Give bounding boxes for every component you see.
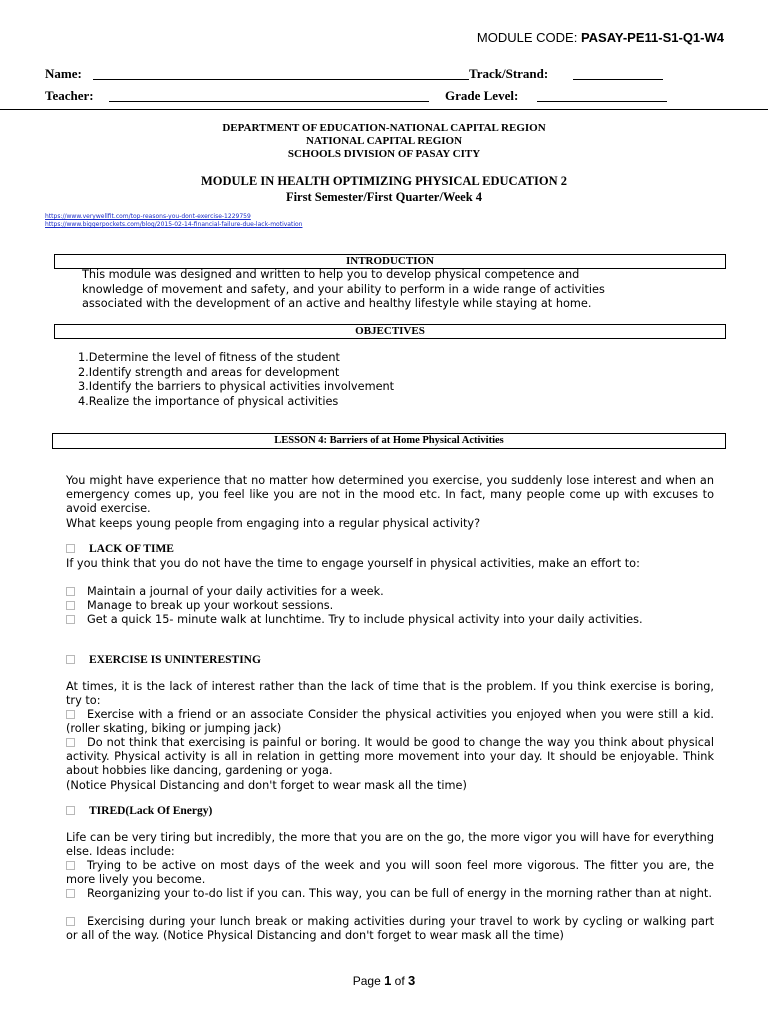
- introduction-line: associated with the development of an active and healthy lifestyle while staying at home.: [82, 297, 592, 310]
- lack-of-time-intro: If you think that you do not have the time to engage yourself in physical activities, make an effort to:: [66, 557, 640, 570]
- uninteresting-title: EXERCISE IS UNINTERESTING: [89, 654, 261, 666]
- lack-of-time-heading: [66, 543, 174, 555]
- of-label: of: [394, 974, 405, 988]
- uninteresting-item: [66, 736, 714, 779]
- uninteresting-note: (Notice Physical Distancing and don't forget to wear mask all the time): [66, 779, 467, 792]
- uninteresting-heading: [66, 654, 261, 666]
- lack-of-time-item: [66, 613, 714, 627]
- checkbox-icon: [66, 655, 75, 664]
- item-text: Get a quick 15- minute walk at lunchtime. Try to include physical activity into your daily activities.: [87, 613, 643, 626]
- grade-input-line[interactable]: [537, 101, 667, 102]
- item-text: Manage to break up your workout sessions.: [87, 599, 334, 612]
- checkbox-icon: [66, 738, 75, 747]
- checkbox-icon: [66, 917, 75, 926]
- module-code-label: MODULE CODE:: [476, 30, 581, 45]
- tired-intro: Life can be very tiring but incredibly, the more that you are on the go, the more vigor you will have for everything else. Ideas include:: [66, 831, 714, 859]
- item-text: Trying to be active on most days of the week and you will soon feel more vigorous. The fitter you are, the more lively you become.: [66, 859, 714, 887]
- lack-of-time-item: [66, 585, 714, 599]
- item-text: Maintain a journal of your daily activities for a week.: [87, 585, 384, 598]
- tired-item: [66, 859, 714, 887]
- region-line: NATIONAL CAPITAL REGION: [305, 135, 463, 147]
- tired-heading: [66, 805, 212, 817]
- reference-links: [45, 213, 302, 229]
- module-code: [477, 30, 724, 45]
- objectives-heading: OBJECTIVES: [54, 324, 726, 339]
- division-line: SCHOOLS DIVISION OF PASAY CITY: [287, 148, 481, 160]
- page-footer: [0, 973, 768, 988]
- page-total: 3: [408, 973, 416, 988]
- dept-line: DEPARTMENT OF EDUCATION-NATIONAL CAPITAL REGION: [222, 122, 546, 134]
- lack-of-time-item: [66, 599, 714, 613]
- track-label: Track/Strand:: [469, 66, 549, 81]
- item-text: Exercise with a friend or an associate Consider the physical activities you enjoyed when you were still a kid.(roller skating, biking or jumping jack): [66, 708, 714, 736]
- tired-item: [66, 887, 714, 901]
- checkbox-icon: [66, 601, 75, 610]
- name-input-line[interactable]: [93, 79, 469, 80]
- teacher-input-line[interactable]: [109, 101, 429, 102]
- header-divider: [0, 109, 768, 110]
- introduction-line: This module was designed and written to help you to develop physical competence and: [82, 268, 580, 281]
- checkbox-icon: [66, 587, 75, 596]
- checkbox-icon: [66, 615, 75, 624]
- lack-of-time-title: LACK OF TIME: [89, 543, 174, 555]
- reference-link[interactable]: https://www.verywellfit.com/top-reasons-you-dont-exercise-1229759: [45, 213, 251, 220]
- tired-item: [66, 915, 714, 943]
- page-label: Page: [352, 974, 381, 988]
- introduction-heading: INTRODUCTION: [54, 254, 726, 269]
- tired-title: TIRED(Lack Of Energy): [89, 805, 213, 817]
- lesson-heading: LESSON 4: Barriers of at Home Physical Activities: [52, 433, 726, 449]
- uninteresting-intro: At times, it is the lack of interest rather than the lack of time that is the problem. If you think exercise is boring, try to:: [66, 680, 714, 708]
- objective-item: 3.Identify the barriers to physical activities involvement: [78, 380, 395, 393]
- checkbox-icon: [66, 889, 75, 898]
- reference-link[interactable]: https://www.biggerpockets.com/blog/2015-02-14-financial-failure-due-lack-motivation: [45, 221, 303, 228]
- objectives-list: [78, 351, 394, 409]
- checkbox-icon: [66, 806, 75, 815]
- name-label: Name:: [45, 66, 82, 81]
- introduction-line: knowledge of movement and safety, and your ability to perform in a wide range of activities: [82, 282, 605, 296]
- uninteresting-item: [66, 708, 714, 736]
- objective-item: 1.Determine the level of fitness of the student: [78, 351, 340, 364]
- track-input-line[interactable]: [573, 79, 663, 80]
- teacher-label: Teacher:: [45, 88, 94, 103]
- lesson-intro: You might have experience that no matter how determined you exercise, you suddenly lose interest and when an emergency comes up, you feel like you are not in the mood etc. In fact, many people come up with excuses to avoid exercise.: [66, 474, 714, 516]
- page-number: 1: [384, 973, 392, 988]
- checkbox-icon: [66, 544, 75, 553]
- item-text: Exercising during your lunch break or making activities during your travel to work by cycling or walking part or all of the way. (Notice Physical Distancing and don't forget to wear mask all the time): [66, 915, 714, 943]
- module-subtitle: First Semester/First Quarter/Week 4: [285, 190, 483, 204]
- item-text: Reorganizing your to-do list if you can. This way, you can be full of energy in the morning rather than at night.: [87, 887, 712, 900]
- introduction-text: [82, 268, 605, 312]
- objective-item: 2.Identify strength and areas for development: [78, 365, 340, 379]
- module-title: MODULE IN HEALTH OPTIMIZING PHYSICAL EDUCATION 2: [200, 174, 568, 188]
- checkbox-icon: [66, 861, 75, 870]
- item-text: Do not think that exercising is painful or boring. It would be good to change the way you think about physical activity. Physical activity is all in relation in getting more movement into your day. It should be enjoyable. Think about hobbies like dancing, gardening or yoga.: [66, 736, 714, 778]
- lesson-question: What keeps young people from engaging into a regular physical activity?: [66, 517, 481, 530]
- grade-label: Grade Level:: [445, 88, 519, 103]
- module-code-value: PASAY-PE11-S1-Q1-W4: [580, 30, 724, 45]
- objective-item: 4.Realize the importance of physical activities: [78, 394, 339, 408]
- checkbox-icon: [66, 710, 75, 719]
